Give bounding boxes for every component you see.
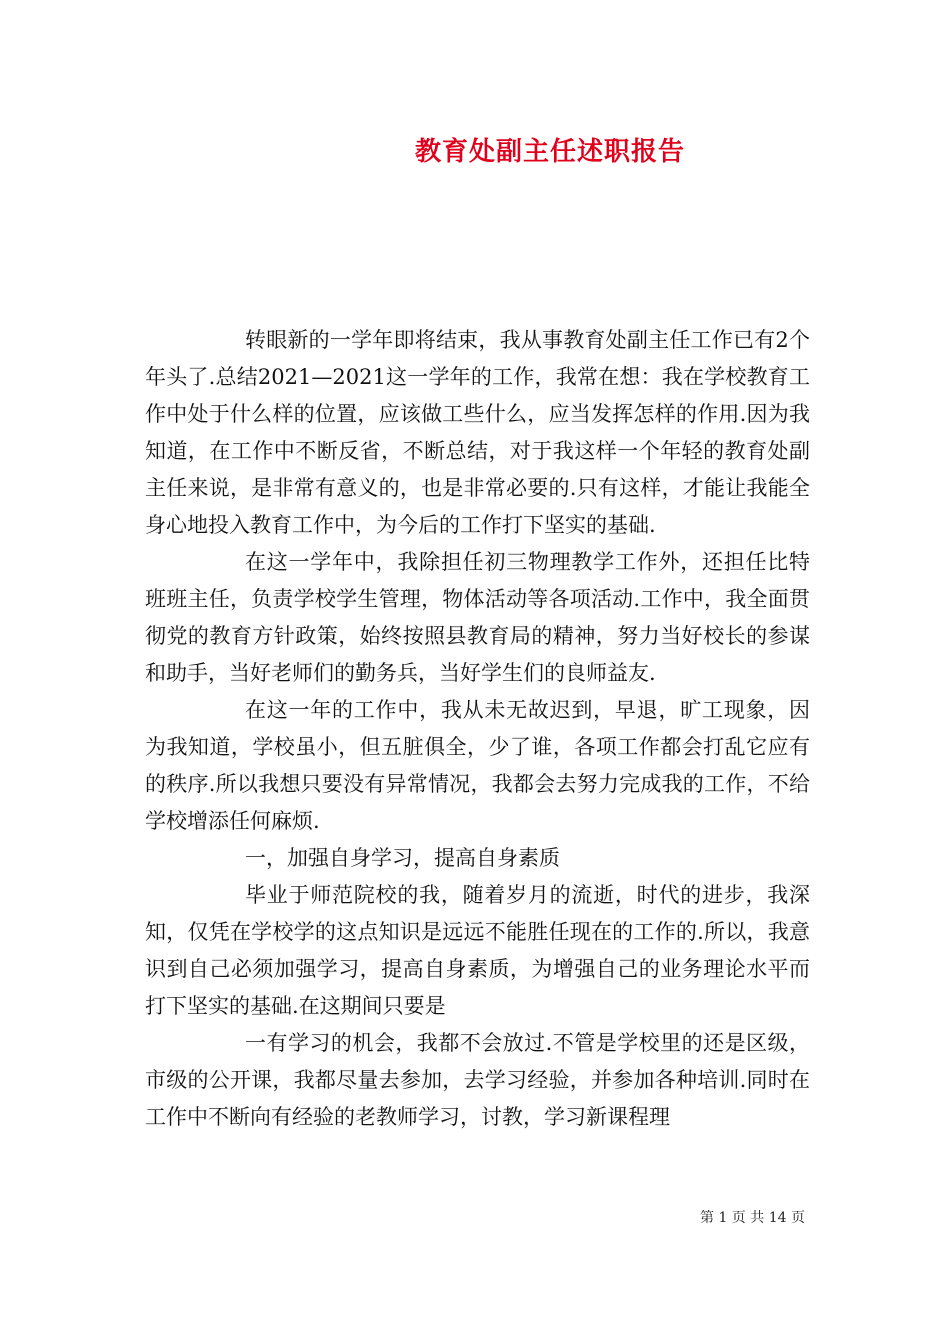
- document-body: [145, 322, 810, 1136]
- paragraph-study: 毕业于师范院校的我，随着岁月的流逝，时代的进步，我深知，仅凭在学校学的这点知识是远远不能胜任现在的工作的.所以，我意识到自己必须加强学习，提高自身素质，为增强自己的业务理论水平而打下坚实的基础.在这期间只要是: [145, 883, 810, 1018]
- paragraph-learning-opportunities: 一有学习的机会，我都不会放过.不管是学校里的还是区级，市级的公开课，我都尽量去参加，去学习经验，并参加各种培训.同时在工作中不断向有经验的老教师学习，讨教，学习新课程理: [145, 1031, 810, 1129]
- document-title: 教育处副主任述职报告: [414, 137, 685, 167]
- paragraph-intro: 转眼新的一学年即将结束，我从事教育处副主任工作已有2个年头了.总结2021—2021这一学年的工作，我常在想：我在学校教育工作中处于什么样的位置，应该做工些什么，应当发挥怎样的作用.因为我知道，在工作中不断反省，不断总结，对于我这样一个年轻的教育处副主任来说，是非常有意义的，也是非常必要的.只有这样，才能让我能全身心地投入教育工作中，为今后的工作打下坚实的基础.: [145, 328, 810, 537]
- page-number: 第 1 页 共 14 页: [700, 1210, 805, 1226]
- section-heading-1: 一，加强自身学习，提高自身素质: [245, 846, 560, 870]
- paragraph-attendance: 在这一年的工作中，我从未无故迟到，早退，旷工现象，因为我知道，学校虽小，但五脏俱全，少了谁，各项工作都会打乱它应有的秩序.所以我想只要没有异常情况，我都会去努力完成我的工作，不给学校增添任何麻烦.: [145, 698, 810, 833]
- paragraph-duties: 在这一学年中，我除担任初三物理教学工作外，还担任比特班班主任，负责学校学生管理，物体活动等各项活动.工作中，我全面贯彻党的教育方针政策，始终按照县教育局的精神，努力当好校长的参谋和助手，当好老师们的勤务兵，当好学生们的良师益友.: [145, 550, 810, 685]
